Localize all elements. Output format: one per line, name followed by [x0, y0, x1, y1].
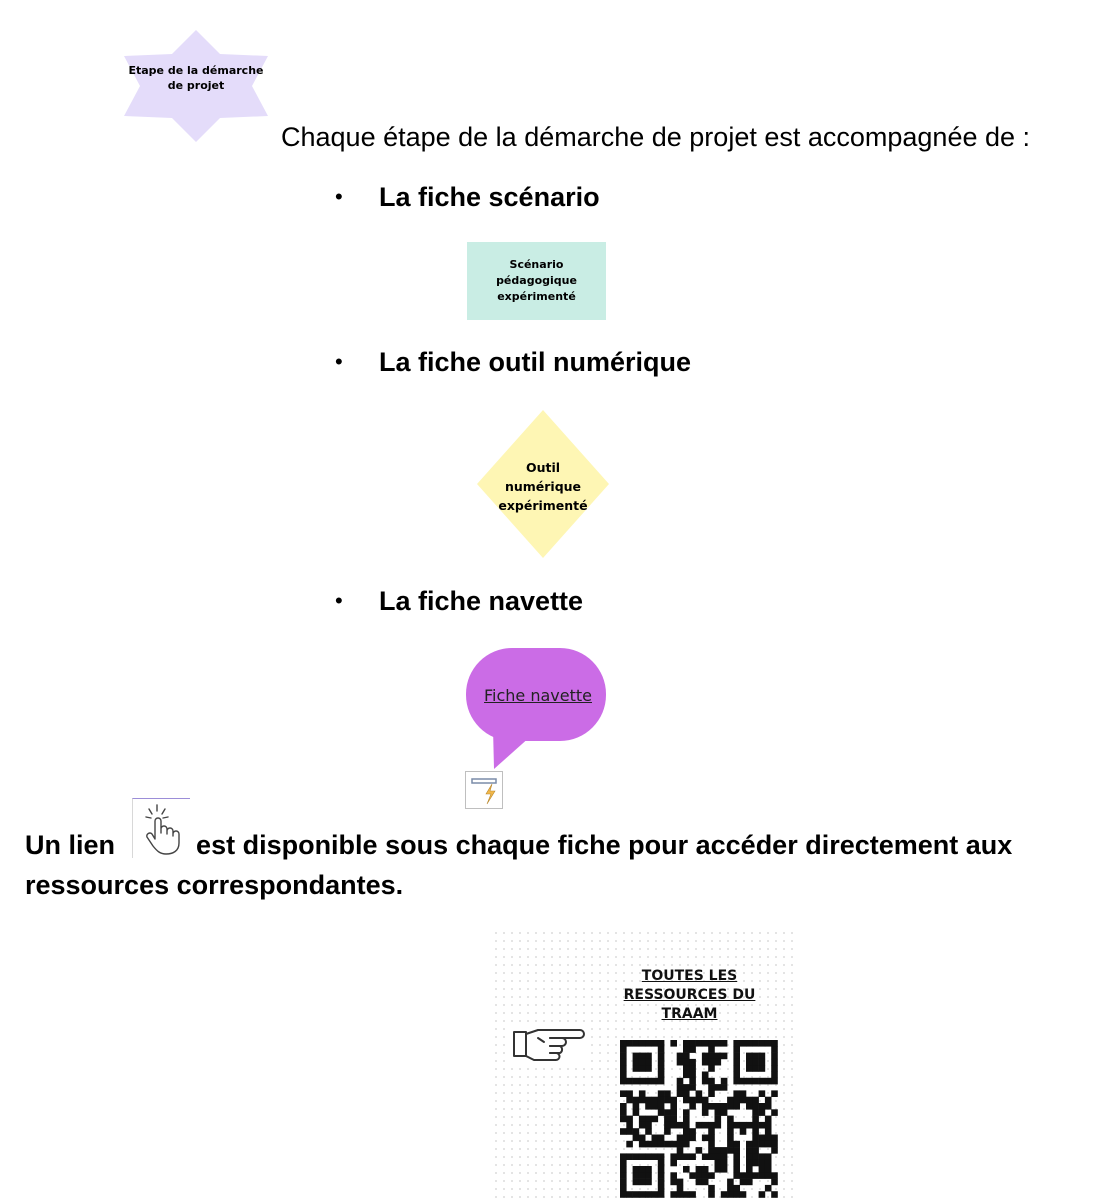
list-item-label: La fiche navette	[379, 586, 584, 616]
hand-click-icon	[132, 798, 190, 858]
pointing-hand-icon	[510, 1024, 586, 1068]
outil-badge-label: Outil numérique expérimenté	[498, 460, 588, 513]
navette-bubble[interactable]	[465, 648, 607, 770]
bullet-dot: •	[335, 184, 343, 209]
list-item-label: La fiche scénario	[379, 182, 600, 212]
scenario-badge-label: Scénario pédagogique expérimenté	[496, 258, 577, 303]
quick-link-icon[interactable]	[465, 771, 503, 809]
speech-bubble-icon	[465, 648, 607, 770]
step-star-badge	[122, 30, 270, 142]
list-item-navette	[335, 586, 583, 617]
qr-code-icon[interactable]	[620, 1040, 780, 1198]
link-sentence-line2: ressources correspondantes.	[25, 870, 404, 900]
star-badge-label: Etape de la démarche de projet	[128, 64, 264, 92]
scenario-badge	[467, 242, 606, 320]
navette-link[interactable]: Fiche navette	[484, 686, 592, 705]
list-item-scenario	[335, 182, 600, 213]
outil-badge	[477, 410, 609, 558]
link-sentence-line1: Un lien est disponible sous chaque fiche pour accéder directement aux	[25, 830, 1013, 860]
bullet-dot: •	[335, 588, 343, 613]
list-item-outil	[335, 347, 691, 378]
bullet-dot: •	[335, 349, 343, 374]
list-item-label: La fiche outil numérique	[379, 347, 692, 377]
resources-title[interactable]: TOUTES LES RESSOURCES DU TRAAM	[623, 968, 756, 1022]
intro-text: Chaque étape de la démarche de projet est accompagnée de :	[281, 122, 1031, 152]
